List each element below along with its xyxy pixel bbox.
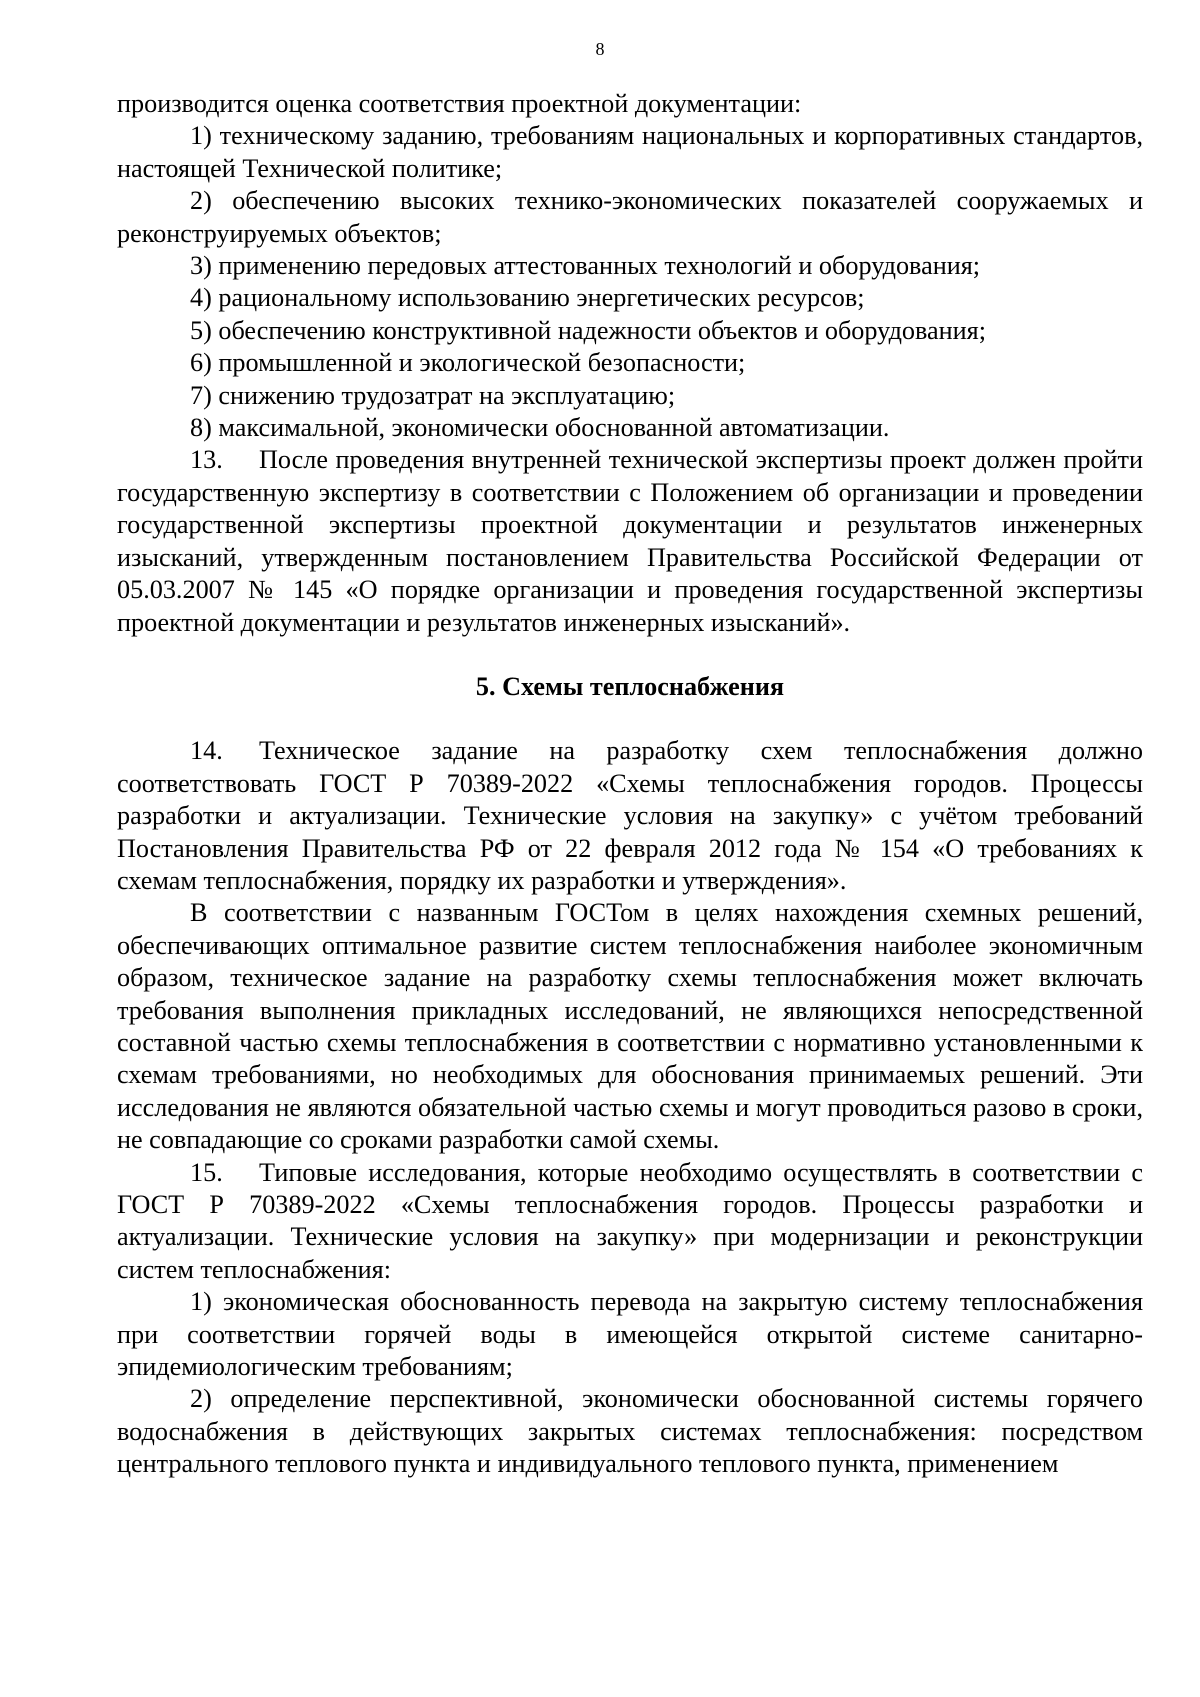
- criteria-item-8: 8) максимальной, экономически обоснованной автоматизации.: [190, 413, 890, 443]
- clause-14-text: Техническое задание на разработку схем теплоснабжения должно соответствовать ГОСТ Р 70389-2022 «Схемы теплоснабжения городов. Процессы разработки и актуализации. Технические условия на закупку» с учётом требований Постановления Правительства РФ от 22 февраля 2012 года № 154 «О требованиях к схемам теплоснабжения, порядку их разработки и утверждения».: [117, 736, 1143, 895]
- clause-14-number: 14.: [190, 736, 223, 766]
- study-item-2: 2) определение перспективной, экономически обоснованной системы горячего водоснабжения в действующих закрытых системах теплоснабжения: посредством центрального теплового пункта и индивидуального теплового пункта, применением: [117, 1384, 1143, 1479]
- clause-15-text: Типовые исследования, которые необходимо осуществлять в соответствии с ГОСТ Р 70389-2022 «Схемы теплоснабжения городов. Процессы разработки и актуализации. Технические условия на закупку» при модернизации и реконструкции систем теплоснабжения:: [117, 1157, 1143, 1284]
- criteria-item-1: 1) техническому заданию, требованиям национальных и корпоративных стандартов, настоящей Технической политике;: [117, 121, 1143, 183]
- clause-15-number: 15.: [190, 1157, 223, 1187]
- criteria-item-6: 6) промышленной и экологической безопасности;: [190, 348, 746, 378]
- gost-paragraph: В соответствии с названным ГОСТом в целях нахождения схемных решений, обеспечивающих оптимальное развитие систем теплоснабжения наиболее экономичным образом, техническое задание на разработку схемы теплоснабжения может включать требования выполнения прикладных исследований, не являющихся непосредственной составной частью схемы теплоснабжения в соответствии с нормативно установленными к схемам требованиями, но необходимых для обоснования принимаемых решений. Эти исследования не являются обязательной частью схемы и могут проводиться разово в сроки, не совпадающие со сроками разработки самой схемы.: [117, 898, 1143, 1155]
- section-heading: 5. Схемы теплоснабжения: [475, 671, 785, 701]
- criteria-item-5: 5) обеспечению конструктивной надежности объектов и оборудования;: [190, 315, 987, 345]
- clause-13: [117, 444, 1143, 638]
- intro-paragraph: производится оценка соответствия проектной документации:: [117, 89, 802, 118]
- study-item-1: 1) экономическая обоснованность перевода на закрытую систему теплоснабжения при соответствии горячей воды в имеющейся открытой системе санитарно-эпидемиологическим требованиям;: [117, 1287, 1143, 1382]
- criteria-item-7: 7) снижению трудозатрат на эксплуатацию;: [190, 380, 676, 410]
- clause-13-number: 13.: [190, 445, 223, 475]
- clause-13-text: После проведения внутренней технической экспертизы проект должен пройти государственную экспертизу в соответствии с Положением об организации и проведении государственной экспертизы проектной документации и результатов инженерных изысканий, утвержденным постановлением Правительства Российской Федерации от 05.03.2007 № 145 «О порядке организации и проведения государственной экспертизы проектной документации и результатов инженерных изысканий».: [117, 445, 1143, 637]
- clause-14: [117, 735, 1143, 897]
- page-number: 8: [595, 39, 605, 59]
- criteria-item-3: 3) применению передовых аттестованных технологий и оборудования;: [190, 251, 981, 281]
- criteria-item-4: 4) рациональному использованию энергетических ресурсов;: [190, 283, 865, 313]
- criteria-item-2: 2) обеспечению высоких технико-экономических показателей сооружаемых и реконструируемых объектов;: [117, 186, 1143, 248]
- clause-15: [117, 1157, 1143, 1287]
- document-body: [117, 88, 1143, 1481]
